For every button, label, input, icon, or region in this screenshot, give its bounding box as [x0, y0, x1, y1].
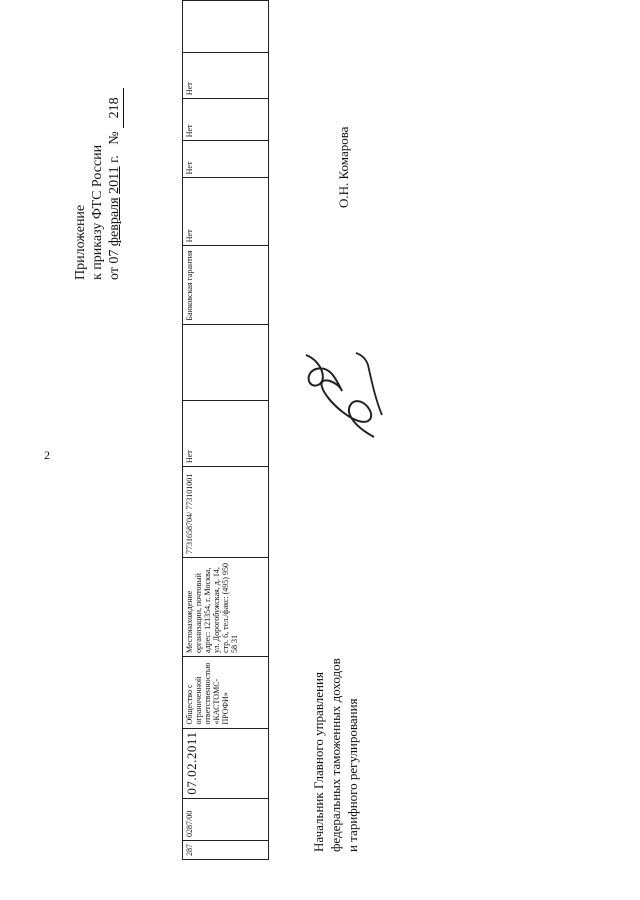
appendix-date-line — [106, 20, 124, 280]
appendix-number-value: 218 — [106, 88, 124, 128]
appendix-date-year: 2011 — [107, 166, 122, 194]
appendix-title: Приложение — [73, 204, 88, 280]
cell-guarantee: Банковская гарантия — [183, 246, 269, 324]
appendix-order-ref: к приказу ФТС России — [90, 144, 105, 280]
cell-reg-number: 0287/00 — [183, 798, 269, 840]
cell-inn-kpp: 7731658704/ 773101001 — [183, 467, 269, 558]
cell-location: Местонахождение организации, почтовый адрес: 121354, г. Москва, ул. Дорогобужская, д. 14, стр. 6, тел./факс: (495) 950 58 31 — [183, 557, 269, 656]
cell-col10: Нет — [183, 178, 269, 246]
appendix-header — [72, 20, 124, 280]
cell-col14 — [183, 1, 269, 53]
cell-col12: Нет — [183, 99, 269, 141]
appendix-number-label: № — [107, 131, 122, 145]
signatory-line-3: и тарифного регулирования — [345, 698, 360, 852]
signatory-line-2: федеральных таможенных доходов — [328, 658, 343, 852]
cell-index: 287 — [183, 841, 269, 860]
cell-col7: Нет — [183, 400, 269, 466]
cell-col11: Нет — [183, 141, 269, 178]
signatory-line-1: Начальник Главного управления — [311, 672, 326, 852]
handwritten-signature — [282, 345, 402, 445]
cell-col13: Нет — [183, 53, 269, 99]
signatory-position — [310, 592, 361, 852]
cell-col8 — [183, 324, 269, 400]
cell-date: 07.02.2011 — [183, 728, 269, 798]
appendix-date-month: февраля — [107, 197, 122, 247]
appendix-date-suffix: г. — [107, 155, 122, 163]
register-table — [182, 0, 269, 860]
appendix-date-prefix: от 07 — [107, 249, 122, 280]
cell-organization: Общество с ограниченной ответственностью «КАСТОМС-ПРОФИ» — [183, 656, 269, 728]
page-number: 2 — [44, 448, 50, 462]
table-row — [183, 1, 269, 860]
signatory-name: О.Н. Комарова — [336, 126, 351, 208]
